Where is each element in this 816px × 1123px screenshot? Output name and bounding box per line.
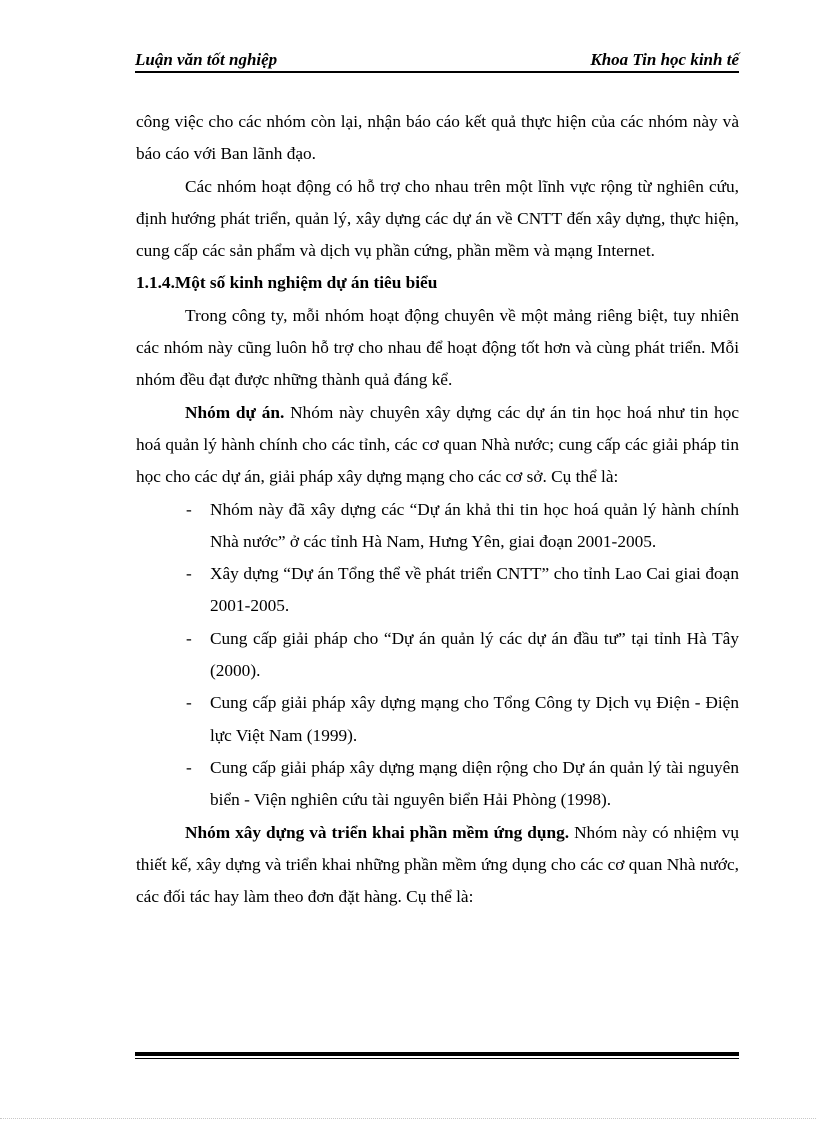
- list-dash: -: [186, 693, 192, 713]
- list-dash: -: [186, 564, 192, 584]
- list-dash: -: [186, 757, 192, 777]
- footer-rule-thick: [135, 1052, 739, 1056]
- footer-rule-thin: [135, 1058, 739, 1059]
- list-item-text: Cung cấp giải pháp xây dựng mạng cho Tổng Công ty Dịch vụ Điện - Điện lực Việt Nam (1999).: [210, 693, 739, 745]
- list-dash: -: [186, 628, 192, 648]
- list-item: [136, 558, 739, 623]
- software-group-text: Nhóm này có nhiệm vụ thiết kế, xây dựng và triển khai những phần mềm ứng dụng cho các cơ quan Nhà nước, các đối tác hay làm theo đơn đặt hàng. Cụ thể là:: [136, 822, 740, 907]
- project-group-lead: Nhóm dự án.: [185, 402, 285, 422]
- document-body: [136, 106, 739, 913]
- project-group-text: Nhóm này chuyên xây dựng các dự án tin học hoá như tin học hoá quản lý hành chính cho các tỉnh, các cơ quan Nhà nước; cung cấp các giải pháp tin học cho các dự án, giải pháp xây dựng mạng cho các cơ sở. Cụ thể là:: [136, 402, 739, 487]
- paragraph-project-group: [136, 397, 739, 494]
- list-item: [136, 623, 739, 688]
- list-item: [136, 687, 739, 752]
- list-item: [136, 752, 739, 817]
- page-edge: [0, 1118, 816, 1119]
- project-list: [136, 494, 739, 817]
- header-faculty-name: Khoa Tin học kinh tế: [590, 50, 739, 69]
- list-item: [136, 494, 739, 559]
- section-heading: 1.1.4.Một số kinh nghiệm dự án tiêu biểu: [136, 273, 438, 293]
- paragraph-software-group: [136, 817, 739, 914]
- list-item-text: Nhóm này đã xây dựng các “Dự án khả thi tin học hoá quản lý hành chính Nhà nước” ở các tỉnh Hà Nam, Hưng Yên, giai đoạn 2001-2005.: [210, 499, 739, 551]
- paragraph-continuation: công việc cho các nhóm còn lại, nhận báo cáo kết quả thực hiện của các nhóm này và báo cáo với Ban lãnh đạo.: [136, 112, 739, 164]
- list-item-text: Xây dựng “Dự án Tổng thể về phát triển CNTT” cho tỉnh Lao Cai giai đoạn 2001-2005.: [210, 564, 739, 616]
- list-item-text: Cung cấp giải pháp cho “Dự án quản lý các dự án đầu tư” tại tỉnh Hà Tây (2000).: [210, 628, 739, 681]
- header-rule: [135, 71, 739, 73]
- list-item-text: Cung cấp giải pháp xây dựng mạng diện rộng cho Dự án quản lý tài nguyên biển - Viện nghiên cứu tài nguyên biển Hải Phòng (1998).: [210, 757, 739, 810]
- paragraph-group-overview: Trong công ty, mỗi nhóm hoạt động chuyên về một mảng riêng biệt, tuy nhiên các nhóm này cũng luôn hỗ trợ cho nhau để hoạt động tốt hơn và cùng phát triển. Mỗi nhóm đều đạt được những thành quả đáng kể.: [136, 305, 739, 390]
- paragraph-group-support: Các nhóm hoạt động có hỗ trợ cho nhau trên một lĩnh vực rộng từ nghiên cứu, định hướng phát triển, quản lý, xây dựng các dự án về CNTT đến xây dựng, thực hiện, cung cấp các sản phẩm và dịch vụ phần cứng, phần mềm và mạng Internet.: [136, 176, 739, 261]
- list-dash: -: [186, 499, 192, 519]
- header-thesis-title: Luận văn tốt nghiệp: [135, 50, 278, 69]
- software-group-lead: Nhóm xây dựng và triển khai phần mềm ứng dụng.: [185, 822, 570, 842]
